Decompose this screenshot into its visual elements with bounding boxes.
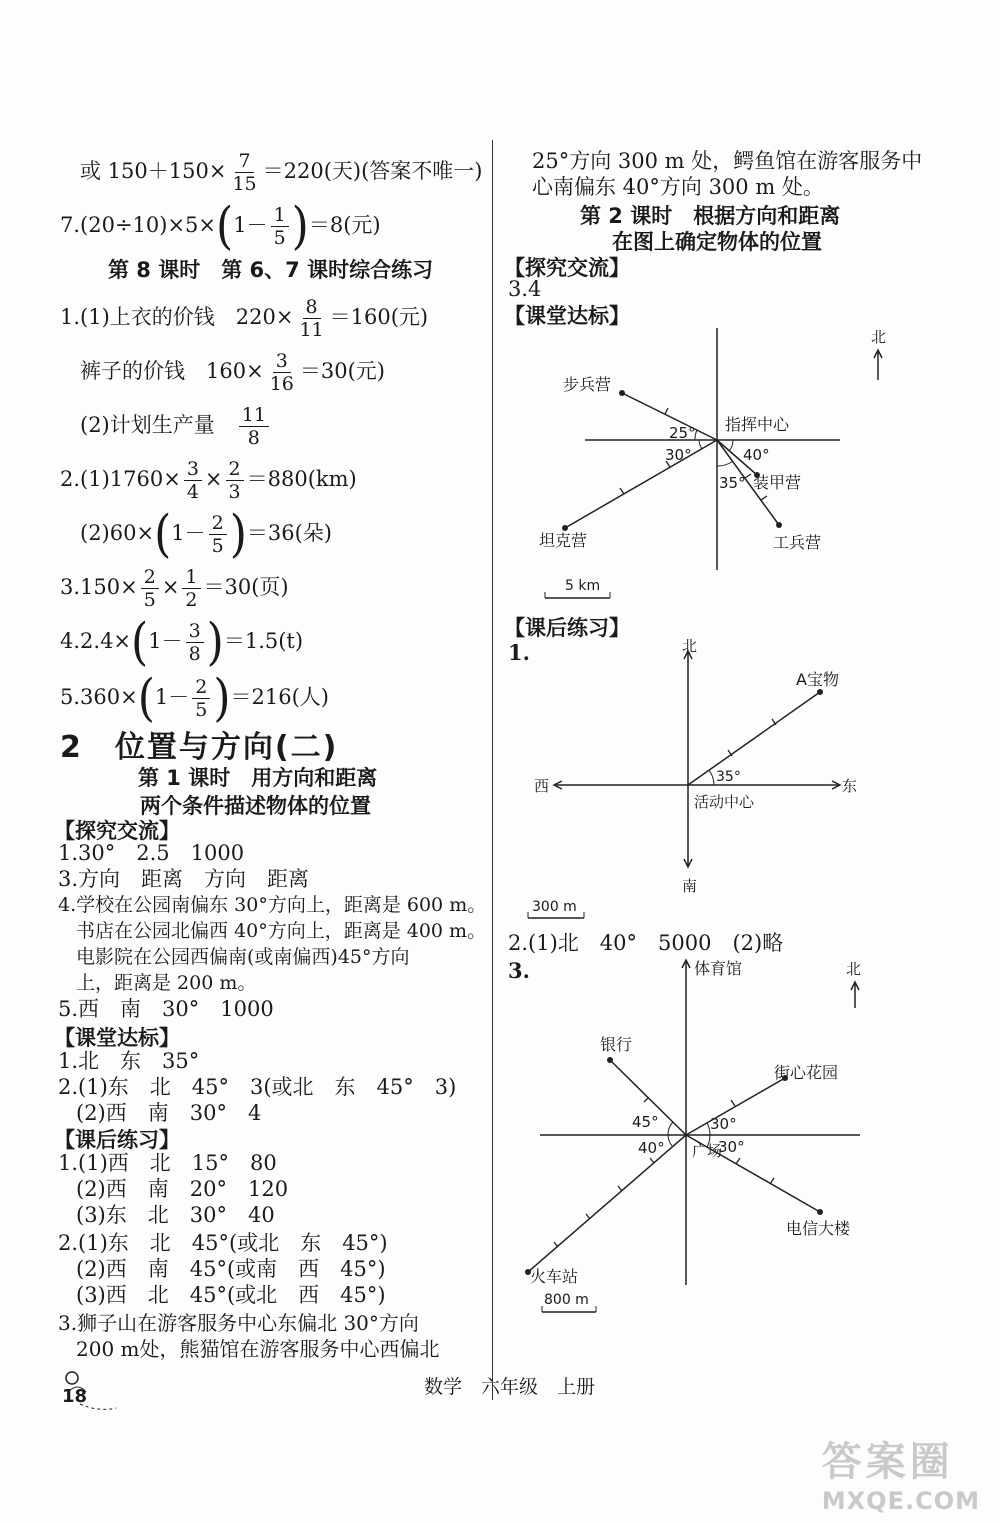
garden-label: 街心花园: [774, 1063, 839, 1082]
angle-30-upper: 30°: [710, 1115, 737, 1133]
stadium-label: 体育馆: [694, 959, 743, 978]
answer-1-pants: 裤子的价钱 160× $\frac{3}{16}$ ＝30(元): [80, 350, 385, 395]
infantry-label: 步兵营: [563, 375, 612, 394]
answer-2-2: (2)60×(1－ $\frac{2}{5}$ )＝36(朵): [80, 504, 332, 564]
lesson-1-heading-b: 两个条件描述物体的位置: [140, 794, 371, 818]
right-after-2: 2.(1)北 40° 5000 (2)略: [508, 931, 784, 955]
class-2a: 2.(1)东 北 45° 3(或北 东 45° 3): [58, 1075, 457, 1099]
diagram-command-center: [495, 320, 915, 620]
page-number-badge: [58, 1368, 128, 1414]
right-after-3: 3.: [508, 958, 530, 983]
telecom-label: 电信大楼: [786, 1219, 851, 1238]
angle-40: 40°: [743, 446, 770, 464]
station-label: 火车站: [530, 1267, 579, 1286]
north-label: 北: [871, 328, 887, 346]
engineer-label: 工兵营: [773, 533, 822, 552]
line-or-alt: 或 150＋150× $\frac{7}{15}$ ＝220(天)(答案不唯一): [80, 150, 483, 195]
explore-4c: 电影院在公园西偏南(或南偏西)45°方向: [76, 946, 410, 968]
west-label: 西: [534, 777, 550, 795]
explore-5: 5.西 南 30° 1000: [58, 997, 274, 1021]
angle-40: 40°: [638, 1139, 665, 1157]
east-label: 东: [842, 777, 858, 795]
answer-5: 5.360×(1－ $\frac{2}{5}$ )＝216(人): [60, 668, 329, 728]
answer-3: 3.150× $\frac{2}{5}$ × $\frac{1}{2}$ ＝30(页): [60, 566, 289, 611]
explore-3: 3.方向 距离 方向 距离: [58, 867, 310, 891]
center-label: 指挥中心: [725, 415, 790, 434]
right-line-2: 心南偏东 40°方向 300 m 处。: [532, 175, 824, 199]
explore-4d: 上，距离是 200 m。: [76, 972, 257, 994]
square-label: 广场: [692, 1142, 723, 1160]
page-number: 18: [62, 1386, 88, 1407]
tank-label: 坦克营: [539, 531, 588, 550]
bank-label: 银行: [600, 1035, 633, 1054]
after-2b: (2)西 南 45°(或南 西 45°): [76, 1257, 386, 1281]
column-divider: [492, 140, 493, 1400]
answer-4: 4.2.4×(1－ $\frac{3}{8}$ )＝1.5(t): [60, 612, 304, 672]
section-heading: 2 位置与方向(二): [60, 730, 339, 765]
tag-class: 【课堂达标】: [54, 1026, 180, 1050]
after-1c: (3)东 北 30° 40: [76, 1203, 275, 1227]
north-label: 北: [846, 960, 862, 978]
class-1: 1.北 东 35°: [58, 1049, 200, 1073]
answer-1-1: 1.(1)上衣的价钱 220× $\frac{8}{11}$ ＝160(元): [60, 296, 429, 341]
right-line-1: 25°方向 300 m 处，鳄鱼馆在游客服务中: [532, 149, 923, 173]
lesson-2-heading-a: 第 2 课时 根据方向和距离: [580, 204, 841, 228]
tag-after: 【课后练习】: [54, 1128, 180, 1152]
line-tank: [565, 440, 717, 528]
after-1b: (2)西 南 20° 120: [76, 1177, 289, 1201]
answer-1-2: (2)计划生产量 $\frac{11}{8}$: [80, 404, 272, 449]
north-label: 北: [682, 637, 698, 655]
lesson-2-heading-b: 在图上确定物体的位置: [612, 230, 822, 254]
explore-4a: 4.学校在公园南偏东 30°方向上，距离是 600 m。: [58, 894, 487, 916]
treasure-label: A宝物: [796, 670, 839, 689]
footer-subject: 数学 六年级 上册: [424, 1376, 596, 1398]
line-treasure: [688, 692, 820, 785]
angle-45: 45°: [632, 1113, 659, 1131]
after-3b: 200 m处，熊猫馆在游客服务中心西偏北: [76, 1337, 440, 1361]
svg-text:300 m: 300 m: [532, 899, 577, 915]
scale-bar-2: [524, 896, 594, 924]
right-after-1: 1.: [508, 640, 530, 665]
answer-2-1: 2.(1)1760× $\frac{3}{4}$ × $\frac{2}{3}$ ＝880(km): [60, 458, 357, 503]
angle-30: 30°: [665, 446, 692, 464]
right-tag-after: 【课后练习】: [504, 616, 630, 640]
answer-7: 7.(20÷10)×5×(1－ $\frac{1}{5}$ )＝8(元): [60, 196, 381, 256]
angle-30-lower: 30°: [718, 1138, 745, 1156]
diagram-square: [520, 950, 880, 1320]
scale-label: 800 m: [544, 1292, 589, 1308]
angle-35: 35°: [716, 769, 741, 785]
after-2c: (3)西 北 45°(或北 西 45°): [76, 1283, 386, 1307]
right-tag-class: 【课堂达标】: [504, 304, 630, 328]
watermark: 答案圈 MXQE.COM: [821, 1439, 980, 1515]
center-label: 活动中心: [694, 793, 755, 811]
after-2a: 2.(1)东 北 45°(或北 东 45°): [58, 1231, 388, 1255]
diagram-activity-center: [520, 635, 880, 915]
tag-explore: 【探究交流】: [54, 819, 180, 843]
after-1a: 1.(1)西 北 15° 80: [58, 1151, 277, 1175]
lesson-8-heading: 第 8 课时 第 6、7 课时综合练习: [108, 258, 434, 282]
right-explore-answer: 3.4: [508, 277, 542, 301]
south-label: 南: [682, 877, 698, 895]
lesson-1-heading-a: 第 1 课时 用方向和距离: [138, 766, 378, 790]
after-3a: 3.狮子山在游客服务中心东偏北 30°方向: [58, 1311, 419, 1335]
right-tag-explore: 【探究交流】: [504, 256, 630, 280]
scale-label: 5 km: [565, 578, 601, 594]
angle-25: 25°: [669, 424, 696, 442]
explore-4b: 书店在公园北偏西 40°方向上，距离是 400 m。: [76, 920, 487, 942]
explore-1: 1.30° 2.5 1000: [58, 841, 245, 865]
armor-label: 装甲营: [753, 473, 802, 492]
angle-35: 35°: [719, 474, 746, 492]
class-2b: (2)西 南 30° 4: [76, 1101, 262, 1125]
